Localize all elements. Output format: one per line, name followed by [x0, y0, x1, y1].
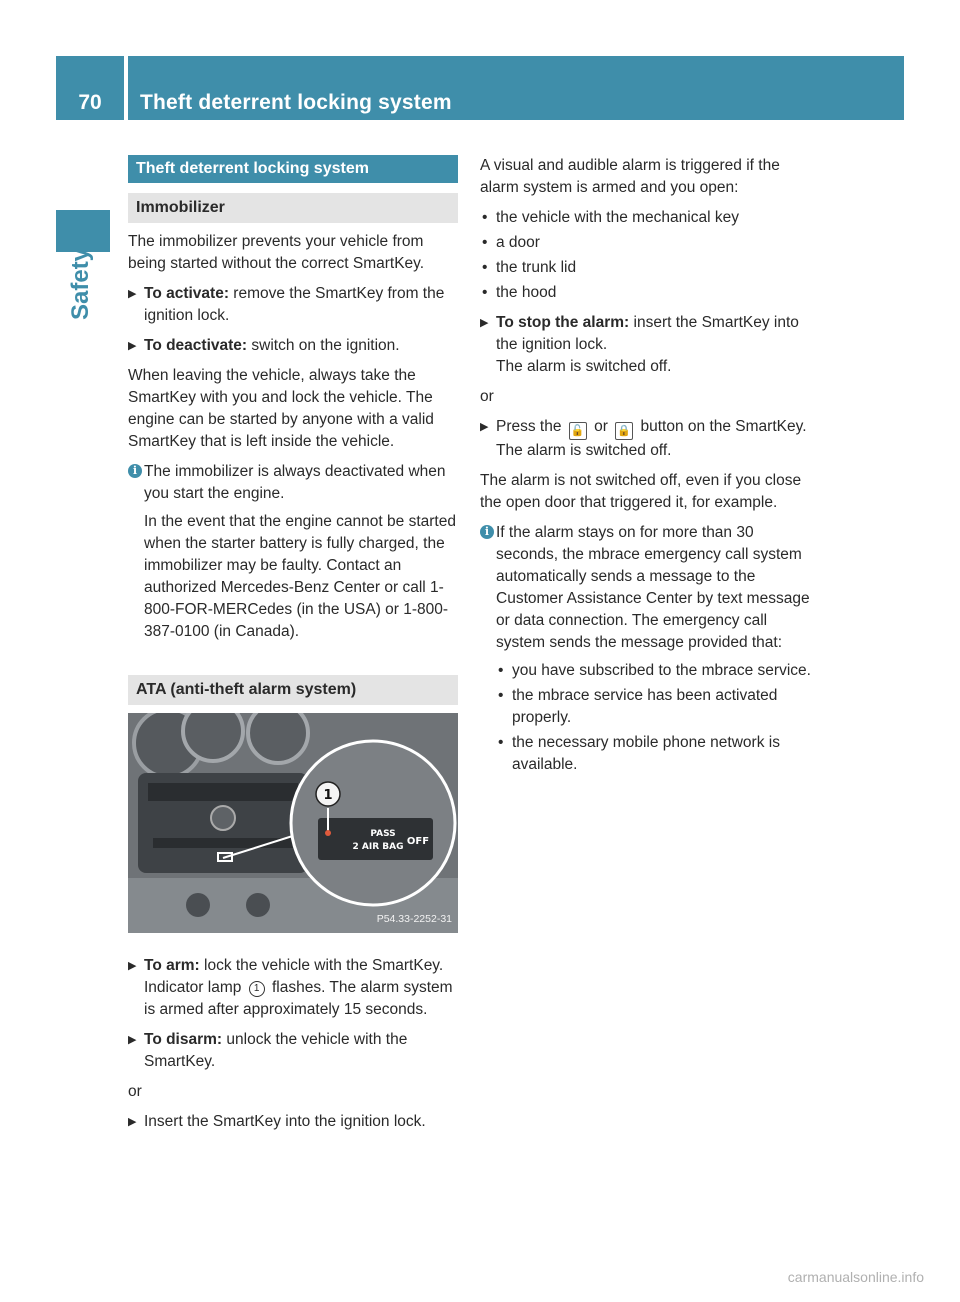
lamp-pass-label: PASS [370, 829, 396, 839]
header-title: Theft deterrent locking system [140, 91, 452, 114]
lamp-airbag-label: 2 AIR BAG [352, 842, 404, 852]
list-item: • the trunk lid [480, 257, 816, 279]
watermark: carmanualsonline.info [787, 1269, 924, 1285]
step-insert-key-text: Insert the SmartKey into the ignition lock. [144, 1113, 426, 1130]
arrow-right-icon: ▶ [480, 421, 489, 433]
step-deactivate-text: switch on the ignition. [247, 337, 400, 354]
step-insert-key [128, 1111, 458, 1133]
info-note-text: If the alarm stays on for more than 30 seconds, the mbrace emergency call system automatically sends a message to the Customer Assistance Center by text message or data connection. The emergency call system sends the message provided that: [496, 524, 810, 651]
page-number: 70 [78, 91, 102, 114]
arrow-right-icon: ▶ [128, 960, 137, 972]
arrow-right-icon: ▶ [128, 340, 137, 352]
step-activate [128, 283, 458, 327]
list-item: • you have subscribed to the mbrace service. [496, 660, 816, 682]
list-item: • the mbrace service has been activated properly. [496, 685, 816, 729]
info-note [480, 522, 816, 776]
list-item: • the vehicle with the mechanical key [480, 207, 816, 229]
arrow-right-icon: ▶ [480, 317, 489, 329]
dashboard-photo [128, 713, 458, 933]
alarm-intro: A visual and audible alarm is triggered if the alarm system is armed and you open: [480, 157, 780, 196]
step-arm-result-b: flashes. The alarm system is armed after approximately 15 seconds. [144, 979, 453, 1018]
arrow-right-icon: ▶ [128, 1116, 137, 1128]
list-item: • a door [480, 232, 816, 254]
dashboard-illustration [128, 713, 458, 933]
photo-callout: 1 [323, 788, 333, 803]
step-arm-result-a: Indicator lamp [144, 979, 246, 996]
step-disarm-label: To disarm: [144, 1031, 223, 1048]
step-press-text-or: or [589, 418, 613, 435]
step-stop-alarm-label: To stop the alarm: [496, 314, 630, 331]
callout-1-icon: 1 [249, 981, 265, 997]
step-arm [128, 955, 458, 1021]
section-heading: Theft deterrent locking system [128, 155, 458, 183]
step-deactivate [128, 335, 458, 357]
info-note-line2: In the event that the engine cannot be started when the starter battery is fully charged, the immobilizer may be faulty. Contact an authorized Mercedes-Benz Center or call 1-800-FOR-MERCedes (in the USA) or 1-800-387-0100 (in Canada). [144, 513, 456, 640]
header-title-block [128, 56, 904, 120]
alarm-paragraph: The alarm is not switched off, even if you close the open door that triggered it, for example. [480, 472, 802, 511]
lock-icon: 🔒 [615, 422, 633, 440]
step-activate-label: To activate: [144, 285, 229, 302]
header-page-number-block [56, 56, 124, 120]
list-item: • the necessary mobile phone network is available. [496, 732, 816, 776]
arrow-right-icon: ▶ [128, 1034, 137, 1046]
step-arm-text: lock the vehicle with the SmartKey. [199, 957, 444, 974]
or-separator: or [128, 1083, 142, 1100]
step-stop-alarm-result: The alarm is switched off. [496, 358, 672, 375]
unlock-icon: 🔓 [569, 422, 587, 440]
info-icon: i [128, 464, 142, 478]
ata-heading: ATA (anti-theft alarm system) [128, 675, 458, 705]
photo-reference-code: P54.33-2252-31 [376, 913, 452, 925]
immobilizer-heading: Immobilizer [128, 193, 458, 223]
step-arm-label: To arm: [144, 957, 200, 974]
step-disarm-text: unlock the vehicle with the SmartKey. [144, 1031, 408, 1070]
immobilizer-intro: The immobilizer prevents your vehicle from being started without the correct SmartKey. [128, 233, 425, 272]
step-deactivate-label: To deactivate: [144, 337, 248, 354]
list-item: • the hood [480, 282, 816, 304]
step-disarm [128, 1029, 458, 1073]
left-column [128, 155, 458, 1141]
info-bullet-list [496, 660, 816, 776]
sidebar-marker [56, 210, 110, 252]
info-icon: i [480, 525, 494, 539]
step-stop-alarm-text: insert the SmartKey into the ignition lock. [496, 314, 799, 353]
lamp-off-label: OFF [406, 836, 430, 847]
arrow-right-icon: ▶ [128, 288, 137, 300]
or-separator: or [480, 388, 494, 405]
right-column [480, 155, 816, 784]
sidebar-section-label: Safety [67, 247, 94, 320]
step-press-text-b: button on the SmartKey. [636, 418, 807, 435]
step-press-button [480, 416, 816, 462]
step-stop-alarm [480, 312, 816, 378]
info-note [128, 461, 458, 643]
step-press-result: The alarm is switched off. [496, 442, 672, 459]
step-press-text-a: Press the [496, 418, 566, 435]
step-activate-text: remove the SmartKey from the ignition lock. [144, 285, 445, 324]
info-note-line1: The immobilizer is always deactivated when you start the engine. [144, 463, 446, 502]
immobilizer-paragraph: When leaving the vehicle, always take the SmartKey with you and lock the vehicle. The engine can be started by anyone with a valid SmartKey that is left inside the vehicle. [128, 367, 434, 450]
